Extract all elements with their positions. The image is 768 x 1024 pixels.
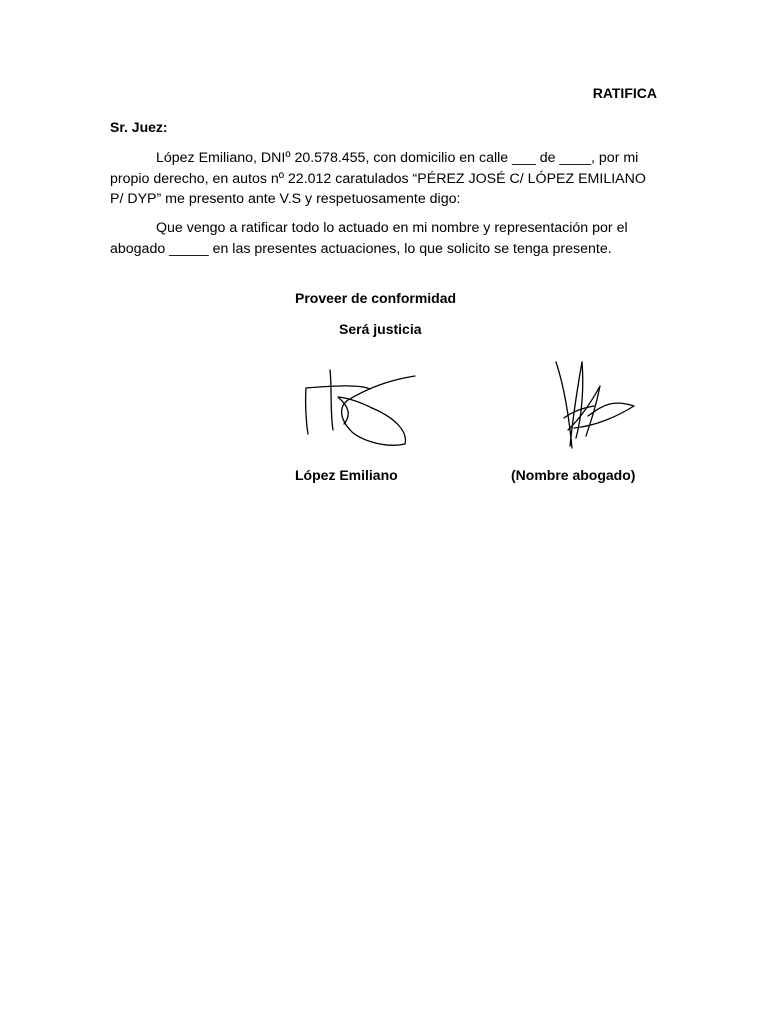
signature-lopez	[300, 362, 420, 452]
signer-name-abogado: (Nombre abogado)	[511, 467, 636, 483]
salutation: Sr. Juez:	[110, 119, 168, 135]
paragraph-presentation: López Emiliano, DNIº 20.578.455, con domicilio en calle ___ de ____, por mi propio derecho, en autos nº 22.012 caratulados “PÉREZ JOSÉ C/ LÓPEZ EMILIANO P/ DYP” me presento ante V.S y respetuosamente digo:	[110, 150, 646, 207]
document-title: RATIFICA	[592, 85, 657, 101]
paragraph-ratification: Que vengo a ratificar todo lo actuado en mi nombre y representación por el abogado _____ en las presentes actuaciones, lo que solicito se tenga presente.	[110, 220, 628, 257]
closing-line-2: Será justicia	[339, 321, 422, 337]
signature-abogado	[548, 356, 640, 452]
signer-name-lopez: López Emiliano	[295, 467, 398, 483]
closing-line-1: Proveer de conformidad	[295, 290, 457, 306]
